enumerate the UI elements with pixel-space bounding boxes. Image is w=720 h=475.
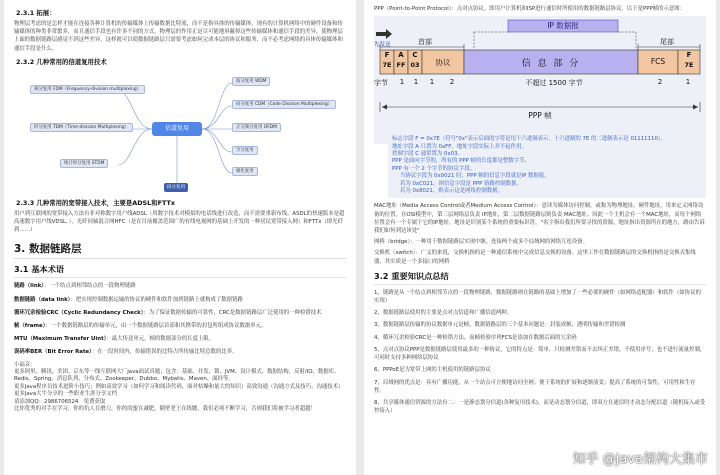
term-desc: ：为了保证数据传输的可靠性，CRC是数据链路层广泛使用的一种检错技术 (143, 309, 322, 316)
ppp-bullets (388, 134, 706, 198)
term-name: 链路（link） (14, 283, 44, 290)
field-address: FF (396, 61, 406, 70)
trailer-label: 尾部 (660, 38, 674, 47)
key-point: 4，循环冗余检验CRC是一种检错方法，而帧检验序列FCS是添加在数据后面的冗余码 (374, 334, 577, 341)
ppp-frame-diagram (374, 16, 706, 144)
ppp-bullet: PPP 有一个 2 个字节的协议字段。 (392, 165, 476, 172)
bytes-label: 字节 (374, 79, 388, 88)
ppp-sub-bullet: 当协议字段为 0x0021 时，PPP 帧的信息字段就是IP 数据报。 (400, 173, 550, 180)
term-desc: ：一个结点到相邻结点的一段物理链路 (43, 283, 136, 290)
ppp-sub-bullet: 若为 0xC021，则信息字段是 PPP 链路控制数据。 (400, 180, 522, 187)
multiplexing-mind-map (14, 69, 346, 194)
byte-count: 不超过 1500 字节 (525, 79, 583, 88)
section-2-3-3-heading: 2.3.3 几种常用的宽带接入技术，主要是ADSL和FTTx (16, 198, 175, 207)
header-label: 首部 (418, 38, 432, 47)
mind-map-node-space: 空分复用 (232, 146, 258, 155)
byte-count: 1 (429, 78, 435, 87)
promo-line: 请添加QQ：2986706524 免费获取 (14, 398, 106, 405)
promo-line: 比你优秀的对手在学习，你的仇人在磨刀，你的闺蜜在减肥，隔壁老王在练腰，我们必须不断学习，否则我们将被学习者超越！ (14, 406, 316, 413)
ppp-intro: PPP（Point-to-Point Protocol）：点对点协议。即用户计算机和ISP进行通信时所使用的数据链路层协议。以下是PPP帧的示意图： (374, 6, 686, 12)
term-list (14, 282, 346, 356)
field-information: 信 息 部 分 (521, 59, 581, 70)
mind-map-node-polar: 极化复用 (232, 167, 258, 176)
key-point: 8，共享媒体通信资源的方法有二：一是静态划分信道(各种复用技术)，而是动态划分信道，即双方在通信时才动态分配信道（随机接入或受控接入） (374, 399, 706, 415)
key-point: 7，局域网的优点是：具有广播功能，从一个站点可方便地访问全网；便于系统的扩展和逐渐演变；提高了系统的可靠性，可用性和生存性。 (374, 379, 696, 394)
field-flag: 7E (382, 61, 392, 70)
term-desc: ：一个数据链路层的传输单元，由一个数据链路层首部和其携带的封包所组成协议数据单元。 (45, 323, 267, 330)
term-name: MTU（Maximum Transfer Uint） (14, 336, 107, 343)
section-3-2-heading: 3.2 重要知识点总结 (374, 271, 706, 285)
ppp-bullet: 地址字段 A 只置为 0xFF。地址字段实际上并不起作用。 (392, 143, 527, 150)
ppp-bullet: 控制字段 C 通常置为 0x03。 (392, 151, 463, 158)
byte-count: 1 (413, 78, 419, 87)
mind-map-node-cdm: 码分复用 CDM（Code Division Multiplexing） (232, 100, 336, 109)
zhihu-watermark: 知乎 @java架构大集市 (572, 452, 708, 467)
left-page (4, 0, 356, 475)
field-address-letter: A (398, 51, 404, 60)
key-point: 1，链路是从一个结点到相邻节点的一段物理链路，数据链路则在链路的基础上增加了一些必要的硬件（如网络适配器）和软件（如协议的实现） (374, 289, 701, 305)
promo-line: 更多Java大牛分享的一些职业生涯分享文档 (14, 391, 118, 398)
section-2-3-1-text: 物理层考虑的是怎样才能在连接各种计算机的传输媒体上传输数据比特流，而不是指具体的传输媒体。现有的计算机网络中的硬件设备和传输媒体的种类非常繁多，而且通信手段也有许多不同的方式。物理层的作用正是尽可能地屏蔽掉这些传输媒体和通信手段的差异，使物理层上面的数据链路层感觉不到这些差异，这样就可以使数据链路层只需要考虑如何完成本层的协议和服务，而不必考虑网络的具体传输媒体和通信手段是什么。 (14, 21, 343, 52)
term-name: 误码率BER（Bit Error Rate） (14, 349, 92, 356)
term-item (14, 335, 346, 343)
chapter-3-heading: 3. 数据链路层 (14, 241, 346, 259)
ppp-bullet: PPP 是面向字节的，所有的 PPP 帧的长度都是整数字节。 (392, 158, 530, 165)
term-item (14, 282, 346, 290)
mind-map-center-node: 信道复用 (152, 122, 202, 136)
mind-map-node-tdm: 时分复用 TDM（Time-division Multiplexing） (30, 123, 133, 132)
ppp-sub-bullet: 若为 0x8021，则表示这是网络控制数据。 (400, 188, 503, 195)
term-name: 数据链路（data link） (14, 296, 71, 303)
mind-map-node-wdm: 波分复用 WDM (232, 77, 270, 86)
byte-count: 1 (399, 78, 405, 87)
right-page (364, 0, 716, 475)
mac-address-text: MAC地址（Media Access Control或者Medium Access Control）：意译为媒体访问控制，或称为物理地址、硬件地址，用来定义网络设备的位置。在OSI模型中，第三层网络层负责 IP地址，第二层数据链路层则负责 MAC地址。因此一个主机会有一个MAC地址，而每个网络位置会有一个专属于它的IP地址。地址是识别某个系统的重要标识符，"名字指出我们所要寻找的资源，地址指出资源所在的地方，路由告诉我们如何到达该处" (374, 203, 705, 235)
field-control: 03 (410, 61, 420, 70)
section-3-1-heading: 3.1 基本术语 (14, 264, 346, 278)
ppp-frame-label: PPP 帧 (528, 111, 552, 121)
key-point: 5，点对点协议PPP是数据链路层使用最多的一种协议，它的特点是：简单，只检测差错而不去纠正差错，不使用序号，也不进行流量控制，可同时支持多种网络层协议 (374, 346, 706, 362)
promo-line: 更多阿里、腾讯、美团、京东等一线互联网大厂Java面试真题；包含：基础、并发、锁、JVM、设计模式、数据结构、反射/IO、数据库、Redis、Spring、消息队列、分布式、Zookeeper、Dubbo、Mybatis、Maven、面经等。 (14, 369, 340, 383)
promo-block (14, 362, 346, 414)
section-2-3-1-heading: 2.3.1 拓展： (16, 9, 56, 17)
key-point: 6，PPPoE是为宽带上网的主机使用的链路层协议 (374, 367, 491, 374)
mind-map-node-fdm: 频分复用 FDM（Frequency-division multiplexing） (30, 85, 145, 94)
field-end-flag-letter: F (686, 51, 692, 60)
key-point: 2，数据链路层使用的主要是点对点信道和广播信道两种。 (374, 310, 513, 317)
promo-title: 小福音： (14, 361, 36, 368)
field-end-flag: 7E (684, 61, 694, 70)
sender-label: 先发送 (374, 42, 391, 49)
field-protocol: 协议 (435, 58, 451, 68)
promo-line: 更多Java程序员技术进阶小技巧；例如高效学习（如何学习和阅读代码、面对枯燥和量大的知识）高效沟通（沟通方式及技巧、沟通技术） (14, 383, 344, 390)
byte-count: 2 (449, 78, 455, 87)
term-desc: ：最大传送单元。帧的数据部分的长度上限。 (106, 336, 215, 343)
ip-packet-label: IP 数据报 (547, 21, 579, 31)
term-name: 帧（frame） (14, 323, 46, 330)
byte-count: 2 (657, 78, 663, 87)
field-flag-letter: F (384, 51, 390, 60)
switch-text: 交换机（switch）：广义的来说，交换机指的是一种通信系统中完成信息交换的设备。这里工作在数据链路层的交换机指的是交换式集线器，其实质是一个多接口的网桥 (374, 250, 696, 265)
term-item (14, 309, 346, 317)
term-item (14, 322, 346, 330)
field-control-letter: C (412, 51, 418, 60)
key-points-list (374, 289, 706, 415)
ppp-bullet: 标志字段 F = 0x7E（符号"0x"表示后面的字符是用十六进制表示。十六进制的 7E 的二进制表示是 01111110）。 (392, 136, 666, 143)
term-name: 循环冗余检验CRC（Cyclic Redundancy Check） (14, 309, 144, 316)
term-desc: ：把实现控制数据运输的协议的硬件和软件加到链路上就构成了数据链路 (70, 296, 243, 303)
term-desc: ：在一段时间内，传输错误的比特占所传输比特总数的比率。 (91, 349, 238, 356)
mind-map-node-ofdm: 正交频分复用 OFDM (232, 123, 281, 132)
mind-map-node-stdm: 统计时分复用 STDM (60, 159, 108, 168)
section-2-3-3-text: 用户到互联网的宽带接入方法有非对称数字用户线ADSL（用数字技术对模拟的电话线进行改造，而不需要重新布线。ASDL的快速版本是超高速数字用户线VDSL。），光纤同轴混合网HFC（是在目前覆盖范围广的有线电视网的基础上开发的一种居民宽带接入网）和FTTx（即光纤到……） (14, 210, 345, 234)
field-fcs: FCS (650, 57, 666, 67)
mind-map-bottom-node: 码分复用 (164, 183, 188, 192)
byte-count: 1 (685, 78, 691, 87)
section-2-3-2-heading: 2.3.2 几种常用的信道复用技术 (16, 57, 107, 66)
term-item (14, 296, 346, 304)
bridge-text: 网桥（bridge）：一种用于数据链路层实现中继，连接两个或多个局域网的网络互连设备。 (374, 239, 589, 246)
term-item (14, 348, 346, 356)
key-point: 3，数据链路层传输的协议数据单元是帧。数据链路层的三个基本问题是：封装成帧、透明传输和差错检测 (374, 322, 626, 329)
